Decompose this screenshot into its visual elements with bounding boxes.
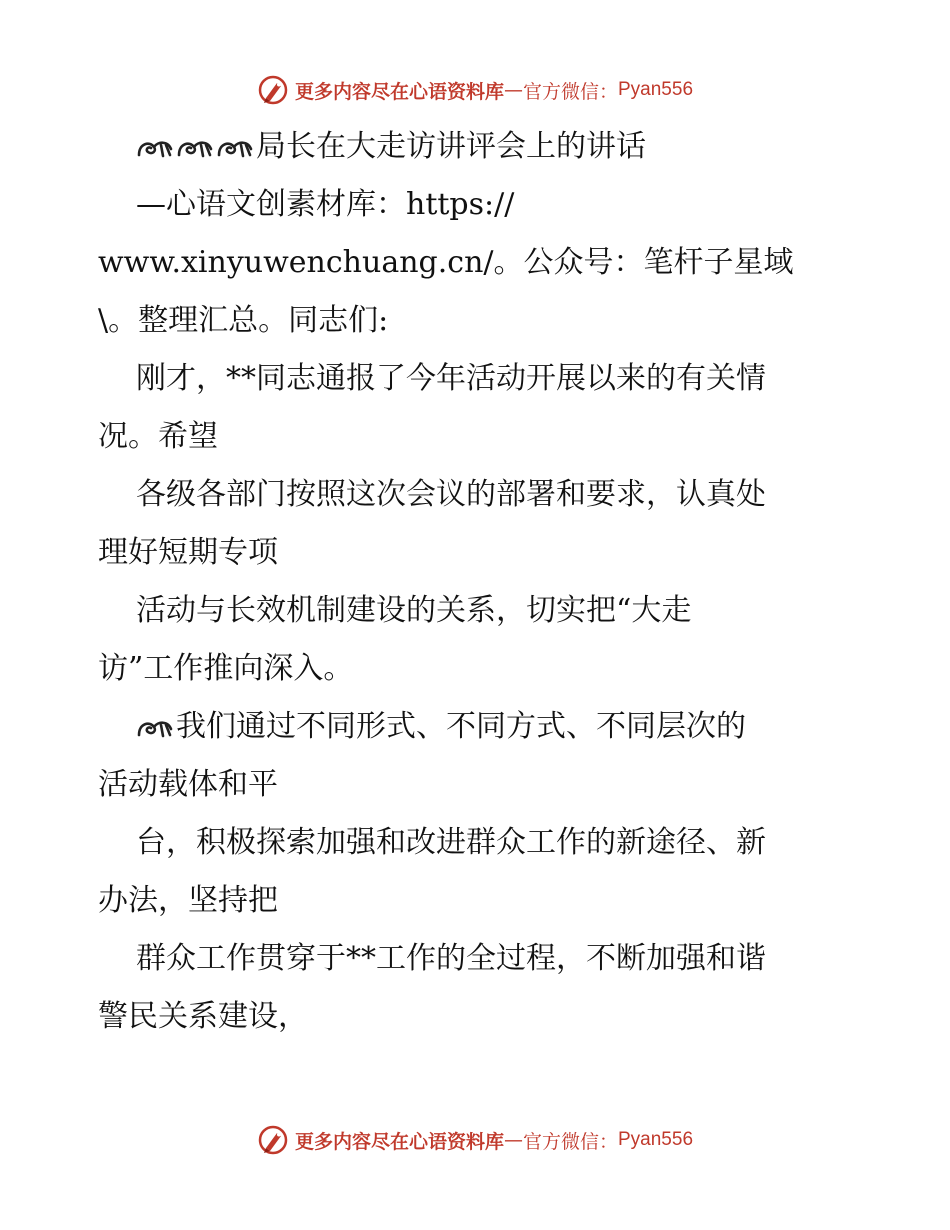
banner-wechat-label: 官方微信： — [522, 80, 618, 103]
text-line: 刚才，**同志通报了今年活动开展以来的有关情 — [136, 361, 766, 396]
ornament-icon — [216, 135, 254, 161]
document-body — [98, 118, 858, 1046]
text-line: 活动载体和平 — [98, 767, 278, 802]
banner-separator: — — [503, 79, 523, 101]
banner-slogan: 更多内容尽在心语资料库 — [294, 1130, 504, 1153]
text-line: 群众工作贯穿于**工作的全过程，不断加强和谐 — [136, 941, 766, 976]
ornament-icon — [176, 135, 214, 161]
pen-logo-icon — [257, 74, 289, 106]
text-line: 活动与长效机制建设的关系，切实把“大走 — [136, 593, 692, 628]
text-line: 理好短期专项 — [98, 535, 278, 570]
banner-wechat-id: Pyan556 — [618, 79, 694, 100]
text-line: 警民关系建设， — [98, 999, 308, 1034]
text-line: 访”工作推向深入。 — [98, 651, 354, 686]
text-line: 况。希望 — [98, 419, 218, 454]
document-title: 局长在大走访讲评会上的讲话 — [256, 129, 646, 164]
ornament-icon — [136, 135, 174, 161]
banner-wechat-id: Pyan556 — [618, 1129, 694, 1150]
text-line: 我们通过不同形式、不同方式、不同层次的 — [176, 709, 746, 744]
text-line: —心语文创素材库：https:// — [136, 187, 515, 222]
banner-wechat-label: 官方微信： — [522, 1130, 618, 1153]
text-line: 各级各部门按照这次会议的部署和要求，认真处 — [136, 477, 766, 512]
document-title-line — [98, 118, 858, 176]
text-line: 台，积极探索加强和改进群众工作的新途径、新 — [136, 825, 766, 860]
text-line-with-ornament — [98, 698, 858, 756]
footer-banner — [0, 1120, 950, 1160]
text-line: 办法，坚持把 — [98, 883, 278, 918]
text-line: www.xinyuwenchuang.cn/。公众号：笔杆子星域 — [98, 245, 794, 280]
pen-logo-icon — [257, 1124, 289, 1156]
header-banner — [0, 70, 950, 110]
banner-slogan: 更多内容尽在心语资料库 — [294, 80, 504, 103]
text-line: \。整理汇总。同志们: — [98, 303, 389, 338]
banner-separator: — — [503, 1129, 523, 1151]
ornament-icon — [136, 715, 174, 741]
